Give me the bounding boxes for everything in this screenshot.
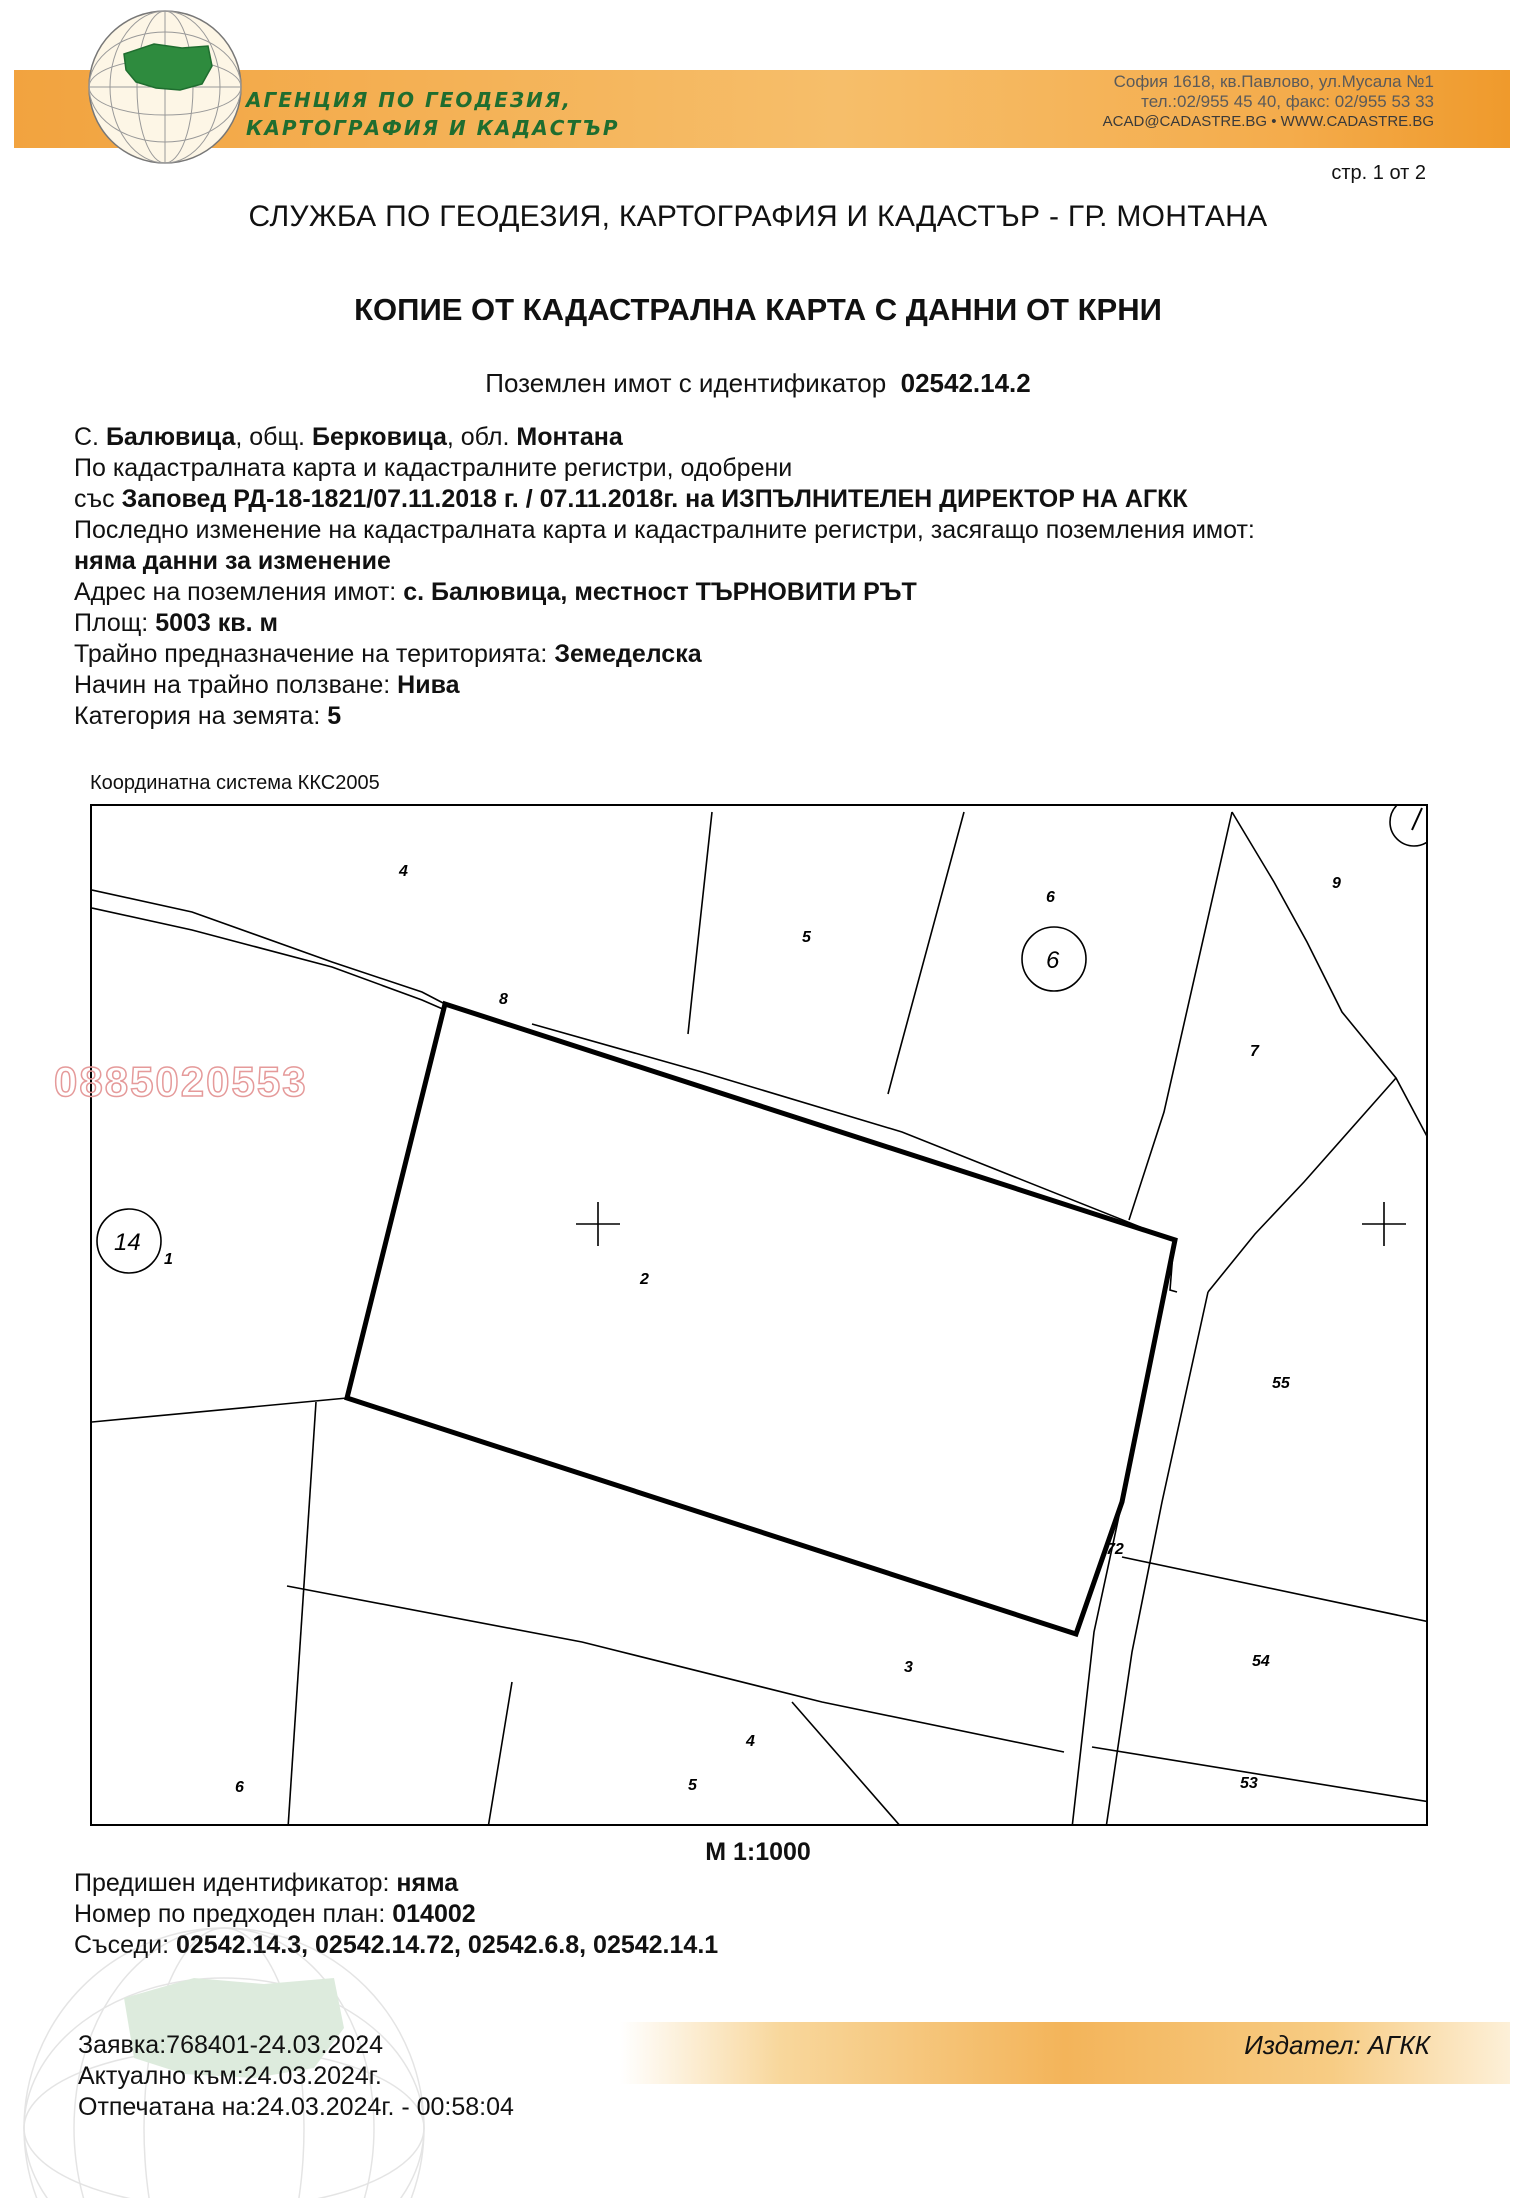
usage-label: Начин на трайно ползване:: [74, 671, 391, 699]
approval-order-prefix: със: [74, 485, 115, 513]
footer-info: [78, 2030, 514, 2123]
parcel-label-3: 3: [904, 1659, 913, 1676]
region-prefix: , обл.: [446, 423, 510, 451]
municipality-prefix: , общ.: [235, 423, 306, 451]
sheet-circle-14-label: 14: [114, 1229, 141, 1256]
parcel-label-6-top: 6: [1046, 889, 1055, 906]
last-change-label: Последно изменение на кадастралната карта и кадастралните регистри, засягащо поземления имот:: [74, 516, 1255, 544]
page-number: стр. 1 от 2: [1331, 162, 1426, 184]
sheet-circle-6-label: 6: [1046, 947, 1060, 974]
cadastral-map-drawing: [92, 806, 1428, 1826]
neighbors-label: Съседи:: [74, 1931, 170, 1959]
address-label: Адрес на поземления имот:: [74, 578, 397, 606]
parcel-divider-54-top: [1122, 1557, 1428, 1622]
parcel-boundary-9: [1232, 812, 1428, 1142]
last-change-text: няма данни за изменение: [74, 547, 391, 575]
parcel-label-9: 9: [1332, 875, 1341, 892]
coordinate-system-label: Координатна система ККС2005: [90, 772, 380, 794]
parcel-label-4-bottom: 4: [746, 1733, 755, 1750]
publisher: Издател: АГКК: [1244, 2030, 1430, 2060]
parcel-label-7: 7: [1250, 1043, 1259, 1060]
parcel-label-1: 1: [164, 1251, 173, 1268]
parcel-label-53: 53: [1240, 1775, 1258, 1792]
area-line: [74, 608, 1255, 639]
village-prefix: С.: [74, 423, 99, 451]
address-value: с. Балювица, местност ТЪРНОВИТИ РЪТ: [403, 578, 917, 606]
property-identifier: 02542.14.2: [900, 368, 1031, 398]
agency-contacts: [1030, 72, 1434, 132]
approval-line: По кадастралната карта и кадастралните регистри, одобрени: [74, 454, 793, 482]
region-name: Монтана: [516, 423, 623, 451]
previous-identifier-line: [74, 1868, 718, 1899]
subject-parcel-outline: [347, 1004, 1175, 1634]
parcel-divider-5-bottom: [792, 1702, 902, 1826]
parcel-label-72: 72: [1106, 1541, 1124, 1558]
property-identifier-line: [0, 368, 1516, 399]
road-72-right: [1106, 1292, 1208, 1826]
parcel-divider-3-4: [287, 1586, 1064, 1752]
previous-identifier-value: няма: [396, 1869, 459, 1897]
map-scale: М 1:1000: [705, 1838, 811, 1866]
coordinate-cross-right: [1362, 1202, 1406, 1246]
category-line: [74, 701, 1255, 732]
previous-plan-value: 014002: [392, 1900, 476, 1928]
road-boundary-lower: [92, 908, 445, 1010]
document-title: КОПИЕ ОТ КАДАСТРАЛНА КАРТА С ДАННИ ОТ КРНИ: [354, 292, 1162, 327]
category-value: 5: [327, 702, 342, 730]
parcel-label-54: 54: [1252, 1653, 1270, 1670]
printed-at: Отпечатана на:24.03.2024г. - 00:58:04: [78, 2093, 514, 2121]
parcel-divider-6-left: [888, 812, 964, 1094]
parcel-divider-3: [288, 1402, 316, 1826]
cadastral-map: [90, 804, 1428, 1826]
municipality-name: Берковица: [311, 423, 447, 451]
parcel-divider-6-right: [1129, 812, 1232, 1220]
agency-name-line2: КАРТОГРАФИЯ И КАДАСТЪР: [246, 116, 620, 140]
parcel-label-4-top: 4: [399, 863, 408, 880]
parcel-label-6-bottom: 6: [235, 1779, 244, 1796]
agency-web-link[interactable]: ACAD@CADASTRE.BG • WWW.CADASTRE.BG: [1102, 113, 1434, 130]
office-title: СЛУЖБА ПО ГЕОДЕЗИЯ, КАРТОГРАФИЯ И КАДАСТЪР - ГР. МОНТАНА: [248, 200, 1268, 233]
purpose-label: Трайно предназначение на територията:: [74, 640, 548, 668]
parcel-divider-4-5: [488, 1682, 512, 1826]
parcel-boundary-7: [1208, 1078, 1396, 1292]
agency-address: София 1618, кв.Павлово, ул.Мусала №1: [1113, 72, 1434, 91]
approval-order-line: [74, 484, 1255, 515]
neighbors-value: 02542.14.3, 02542.14.72, 02542.6.8, 02542.14.1: [176, 1931, 719, 1959]
category-label: Категория на земята:: [74, 702, 321, 730]
location-line: [74, 422, 1255, 453]
road-boundary-upper: [92, 890, 445, 1004]
parcel-label-5-bottom: 5: [688, 1777, 697, 1794]
agency-phone-fax: тел.:02/955 45 40, факс: 02/955 53 33: [1141, 92, 1434, 111]
purpose-line: [74, 639, 1255, 670]
parcel-label-55: 55: [1272, 1375, 1290, 1392]
agency-name: [246, 86, 620, 142]
usage-line: [74, 670, 1255, 701]
village-name: Балювица: [105, 423, 236, 451]
property-identifier-label: Поземлен имот с идентификатор: [485, 368, 887, 398]
property-info: [74, 422, 1255, 732]
parcel-divider-below-2: [92, 1398, 347, 1422]
parcel-label-2: 2: [640, 1271, 649, 1288]
request-number: Заявка:768401-24.03.2024: [78, 2031, 384, 2059]
purpose-value: Земеделска: [554, 640, 702, 668]
area-label: Площ:: [74, 609, 149, 637]
phone-watermark: 0885020553: [54, 1058, 308, 1105]
approval-order: Заповед РД-18-1821/07.11.2018 г. / 07.11.2018г. на ИЗПЪЛНИТЕЛЕН ДИРЕКТОР НА АГКК: [121, 485, 1188, 513]
last-change-value: [74, 546, 1255, 577]
parcel-divider-5: [688, 812, 712, 1034]
parcel-divider-54-bottom: [1092, 1747, 1428, 1802]
parcel-label-8: 8: [499, 991, 508, 1008]
coordinate-cross-left: [576, 1202, 620, 1246]
agency-name-line1: АГЕНЦИЯ ПО ГЕОДЕЗИЯ,: [246, 88, 572, 112]
previous-identifier-label: Предишен идентификатор:: [74, 1869, 390, 1897]
agency-logo: [84, 6, 246, 168]
address-line: [74, 577, 1255, 608]
area-value: 5003 кв. м: [155, 609, 279, 637]
sheet-circle-corner: [1390, 806, 1428, 846]
current-as-of: Актуално към:24.03.2024г.: [78, 2062, 382, 2090]
previous-plan-label: Номер по предходен план:: [74, 1900, 386, 1928]
usage-value: Нива: [397, 671, 460, 699]
parcel-label-5-top: 5: [802, 929, 811, 946]
